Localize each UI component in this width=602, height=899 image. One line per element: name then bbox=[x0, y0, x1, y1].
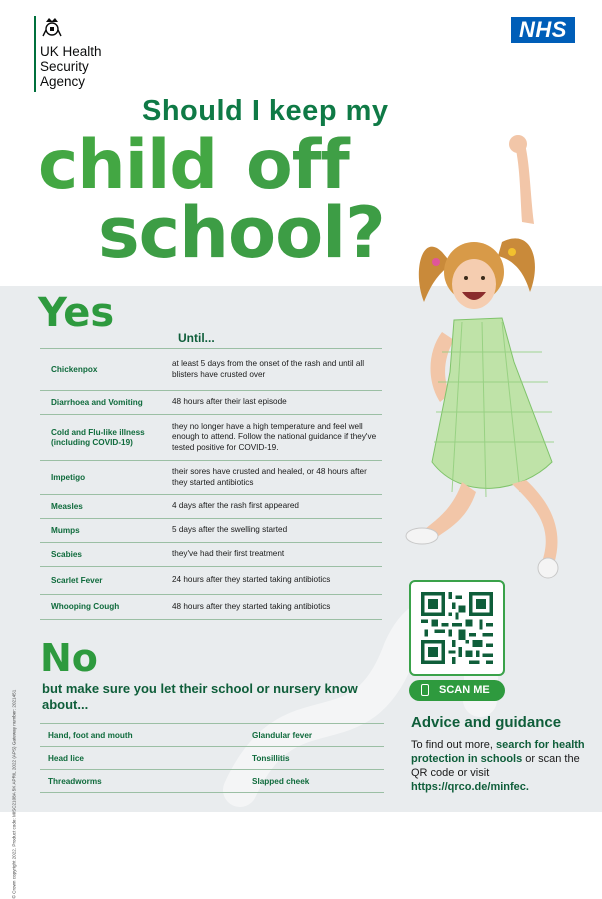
advice-text bbox=[411, 738, 591, 794]
condition-cell: Scarlet Fever bbox=[51, 575, 103, 585]
table-row bbox=[40, 390, 382, 414]
nhs-logo: NHS bbox=[511, 17, 575, 43]
title-line-1: Should I keep my bbox=[142, 95, 389, 127]
list-row bbox=[40, 723, 384, 746]
qr-code-icon bbox=[421, 592, 493, 664]
table-row bbox=[40, 348, 382, 390]
until-cell: 48 hours after they started taking antibiotics bbox=[172, 601, 331, 611]
no-heading: No bbox=[40, 636, 98, 680]
jumping-girl-illustration bbox=[402, 132, 602, 582]
org-line: UK Health bbox=[40, 44, 102, 59]
condition-cell: Scabies bbox=[51, 549, 82, 559]
advice-text-bold: search for health protection in schools bbox=[411, 739, 585, 765]
condition-cell: Chickenpox bbox=[51, 364, 98, 374]
list-item: Slapped cheek bbox=[252, 776, 310, 786]
condition-cell: Impetigo bbox=[51, 472, 86, 482]
phone-icon bbox=[421, 684, 429, 696]
list-item: Head lice bbox=[48, 753, 84, 763]
until-cell: they no longer have a high temperature and feel well enough to attend. Follow the national guidance if they've tested positive for COVID-19. bbox=[172, 421, 377, 452]
title-child: child bbox=[38, 126, 218, 205]
advice-url-link[interactable]: https://qrco.de/minfec. bbox=[411, 781, 529, 793]
until-cell: at least 5 days from the onset of the rash and until all blisters have crusted over bbox=[172, 359, 365, 379]
qr-code[interactable] bbox=[409, 580, 505, 676]
condition-cell: Whooping Cough bbox=[51, 602, 120, 611]
list-row bbox=[40, 769, 384, 793]
table-row bbox=[40, 414, 382, 460]
exclusion-table bbox=[40, 348, 382, 620]
list-item: Tonsillitis bbox=[252, 753, 290, 763]
until-cell: 48 hours after their last episode bbox=[172, 397, 287, 407]
logo-bar bbox=[34, 16, 36, 92]
list-row bbox=[40, 746, 384, 769]
until-cell: 24 hours after they started taking antibiotics bbox=[172, 575, 331, 585]
until-cell: 4 days after the rash first appeared bbox=[172, 501, 299, 511]
org-name bbox=[40, 44, 140, 89]
table-row bbox=[40, 518, 382, 542]
advice-text-1: To find out more, bbox=[411, 739, 496, 751]
scan-me-label: SCAN ME bbox=[439, 684, 490, 696]
until-label: Until... bbox=[178, 331, 215, 345]
legal-text: © Crown copyright 2022. Product code: MISC2108A 5K APRIL 2022 (APS) Gateway number: 2021451 bbox=[11, 689, 17, 899]
list-item: Threadworms bbox=[48, 776, 102, 786]
table-row bbox=[40, 542, 382, 566]
table-row bbox=[40, 594, 382, 620]
yes-heading: Yes bbox=[38, 290, 115, 336]
until-cell: their sores have crusted and healed, or 48 hours after they started antibiotics bbox=[172, 467, 367, 487]
scan-me-button[interactable] bbox=[409, 680, 505, 701]
until-cell: 5 days after the swelling started bbox=[172, 525, 288, 535]
title-school: school? bbox=[98, 192, 385, 274]
advice-heading: Advice and guidance bbox=[411, 714, 562, 731]
org-line: Agency bbox=[40, 74, 86, 89]
title-off: off bbox=[246, 126, 349, 205]
condition-cell: Mumps bbox=[51, 525, 80, 535]
list-item: Hand, foot and mouth bbox=[48, 730, 133, 740]
condition-cell: Cold and Flu-like illness (including COVID-19) bbox=[51, 427, 145, 447]
advice-text-2: or scan the QR code or visit bbox=[411, 753, 580, 779]
table-row bbox=[40, 566, 382, 594]
table-row bbox=[40, 494, 382, 518]
org-line: Security bbox=[40, 59, 89, 74]
condition-cell: Diarrhoea and Vomiting bbox=[51, 397, 143, 407]
notify-list bbox=[40, 723, 384, 793]
no-subheading: but make sure you let their school or nursery know about... bbox=[42, 681, 358, 712]
until-cell: they've had their first treatment bbox=[172, 549, 285, 559]
royal-crest-icon bbox=[40, 16, 64, 40]
table-row bbox=[40, 460, 382, 494]
condition-cell: Measles bbox=[51, 501, 83, 511]
list-item: Glandular fever bbox=[252, 730, 313, 740]
